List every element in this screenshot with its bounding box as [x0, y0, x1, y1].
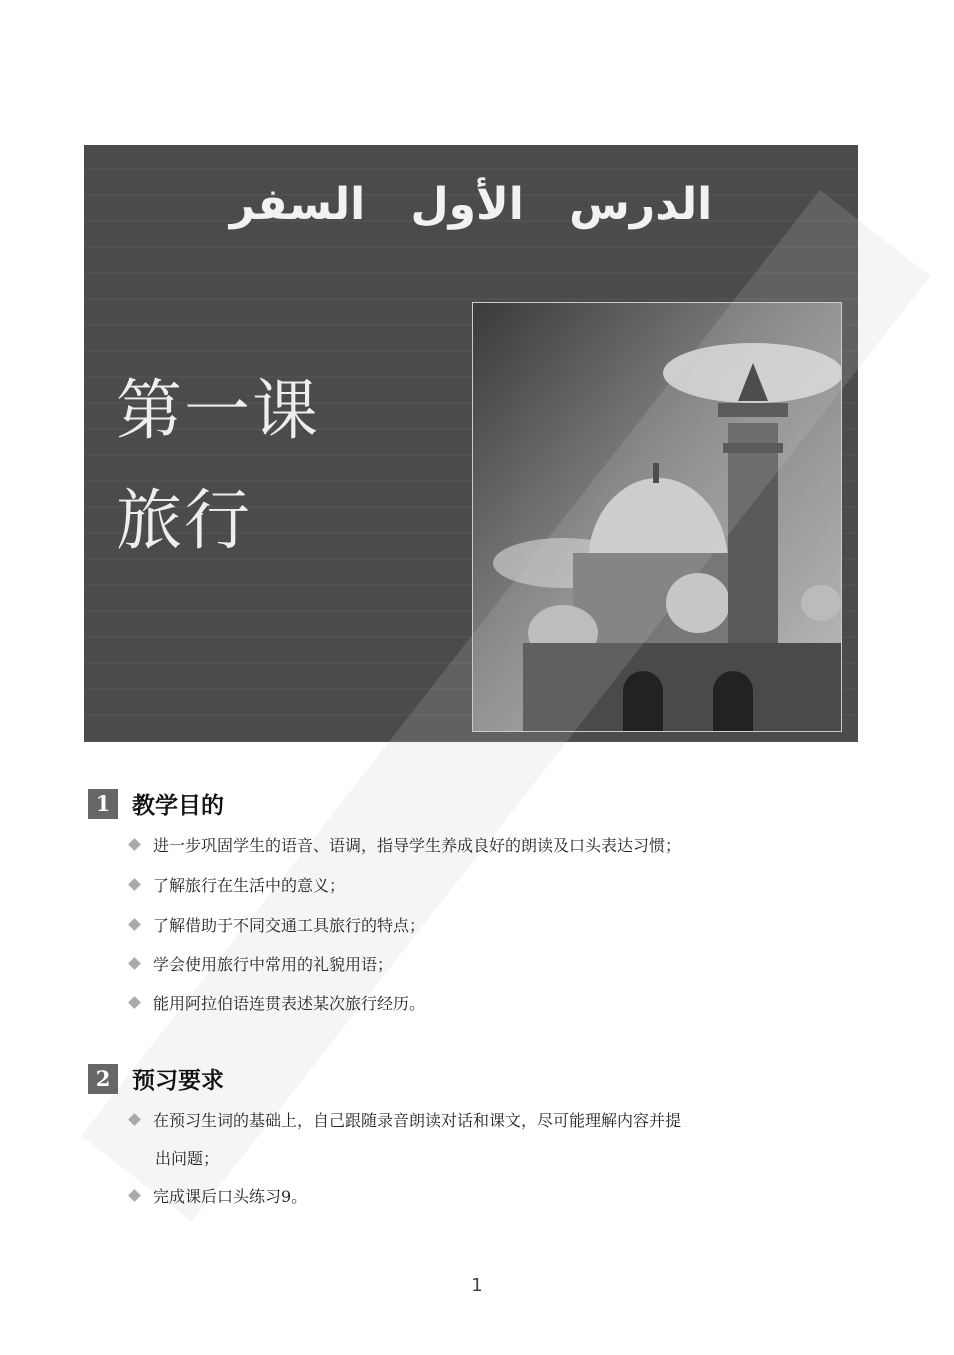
section-preview-requirements: [88, 1062, 224, 1095]
diamond-bullet-icon: [128, 838, 141, 851]
diamond-bullet-icon: [128, 918, 141, 931]
list-item: 进一步巩固学生的语音、语调，指导学生养成良好的朗读及口头表达习惯；: [130, 827, 870, 865]
section-title: 预习要求: [132, 1068, 224, 1094]
diamond-bullet-icon: [128, 957, 141, 970]
list-item: 了解旅行在生活中的意义；: [130, 867, 870, 905]
lesson-banner: [84, 145, 858, 742]
list-item: 学会使用旅行中常用的礼貌用语；: [130, 946, 870, 984]
mosque-photo: [472, 302, 842, 732]
section-teaching-goals: [88, 787, 224, 820]
diamond-bullet-icon: [128, 996, 141, 1009]
arabic-title: الدرس الأول السفر: [229, 179, 713, 230]
list-item: 能用阿拉伯语连贯表述某次旅行经历。: [130, 985, 870, 1023]
lesson-title: 旅行: [116, 482, 252, 559]
diamond-bullet-icon: [128, 1113, 141, 1126]
diamond-bullet-icon: [128, 878, 141, 891]
section-title: 教学目的: [132, 793, 224, 819]
diamond-bullet-icon: [128, 1189, 141, 1202]
lesson-number: 第一课: [116, 372, 320, 449]
page-number: 1: [471, 1275, 483, 1296]
list-item: 了解借助于不同交通工具旅行的特点；: [130, 907, 870, 945]
list-item: 在预习生词的基础上，自己跟随录音朗读对话和课文，尽可能理解内容并提 出问题；: [130, 1102, 870, 1178]
section-number: 1: [88, 789, 118, 819]
list-item: 完成课后口头练习9。: [130, 1178, 870, 1216]
section-number: 2: [88, 1064, 118, 1094]
